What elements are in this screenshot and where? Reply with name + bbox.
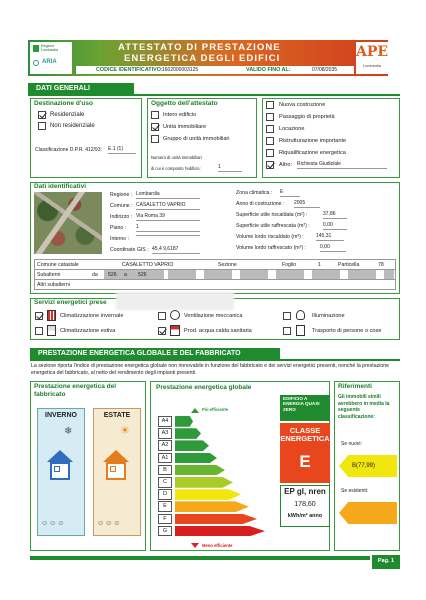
energy-class-label: C xyxy=(158,477,172,488)
units-count-label: Numero di unità immobiliari xyxy=(151,155,202,160)
energy-class-bar xyxy=(175,465,225,476)
parcel-label: Particella xyxy=(338,262,360,268)
non-residential-checkbox[interactable] xyxy=(38,122,46,130)
ownership-change-checkbox[interactable] xyxy=(266,113,274,121)
energy-class-bar xyxy=(175,416,193,427)
units-count-value: 1 xyxy=(218,164,242,172)
performance-section-line xyxy=(30,359,400,361)
energy-class-bar xyxy=(175,453,217,464)
energy-upgrade-checkbox[interactable] xyxy=(266,149,274,157)
refs-new-value: B(77,99) xyxy=(352,463,376,469)
region-value: Lombardia xyxy=(136,191,200,199)
winter-label: INVERNO xyxy=(45,412,77,419)
ep-unit: kWh/m² anno xyxy=(287,513,323,519)
other-value: Richiesta Giudiziale xyxy=(297,161,387,169)
summer-ac-checkbox[interactable] xyxy=(35,327,43,335)
cooled-vol-value: 0,00 xyxy=(320,244,346,252)
winter-ac-checkbox[interactable] xyxy=(35,312,43,320)
energy-class-label: A4 xyxy=(158,416,172,427)
municipality-label: Comune : xyxy=(110,203,133,209)
general-section-header: DATI GENERALI xyxy=(28,83,134,95)
winter-ac-label: Climatizzazione invernale xyxy=(60,313,124,319)
bulb-icon xyxy=(296,310,305,320)
heated-vol-label: Volume lordo riscaldato (m³) : xyxy=(236,234,304,240)
cooled-area-value: 0,00 xyxy=(323,222,347,230)
sub-to-value: 526 xyxy=(138,272,147,278)
floor-label: Piano : xyxy=(110,225,127,231)
footer-line xyxy=(30,556,370,560)
other-checkbox[interactable] xyxy=(266,161,274,169)
winter-rating-icons: ☺☺☺ xyxy=(41,520,66,527)
global-perf-title: Prestazione energetica globale xyxy=(156,384,252,391)
energy-class-bar xyxy=(175,526,265,537)
year-label: Anno di costruzione : xyxy=(236,201,285,207)
heated-area-value: 37,86 xyxy=(323,211,347,219)
energy-class-scale xyxy=(158,416,278,540)
aria-logo-text: ARIA xyxy=(42,59,57,65)
sub-from-value: 526 xyxy=(108,272,117,278)
logo-box xyxy=(30,42,72,74)
year-value: 2005 xyxy=(294,200,320,208)
summer-label: ESTATE xyxy=(103,412,131,419)
faucet-icon xyxy=(170,325,180,336)
energy-class-label: A1 xyxy=(158,453,172,464)
units-group-checkbox[interactable] xyxy=(151,135,159,143)
units-group-label: Gruppo di unità immobiliari xyxy=(163,136,230,142)
sheet-value: 1 xyxy=(318,262,321,268)
energy-class-label: G xyxy=(158,526,172,537)
interior-label: Interno : xyxy=(110,236,130,242)
floor-value: 1 xyxy=(136,224,200,232)
refs-text: Gli immobili simili avrebbero in media la seguente classificazione: xyxy=(338,394,390,420)
sub-a-label: a xyxy=(124,272,127,278)
energy-upgrade-label: Riqualificazione energetica xyxy=(279,150,346,156)
energy-class-bar xyxy=(175,514,257,525)
refs-new-label: Se nuovi: xyxy=(341,441,362,447)
residential-checkbox[interactable] xyxy=(38,111,46,119)
lease-label: Locazione xyxy=(279,126,305,132)
sheet-label: Foglio xyxy=(282,262,297,268)
aerial-photo xyxy=(34,192,102,254)
interior-value xyxy=(136,235,200,236)
sub-da-label: da xyxy=(92,272,98,278)
code-value: 1602000003125 xyxy=(162,67,199,73)
more-efficient-arrow-icon xyxy=(191,408,199,413)
code-label: CODICE IDENTIFICATIVO: xyxy=(96,67,163,73)
energy-class-label: F xyxy=(158,514,172,525)
radiator-icon xyxy=(47,310,56,321)
non-residential-label: Non residenziale xyxy=(50,123,95,129)
subaltern-label: Subalterni xyxy=(37,272,61,278)
ep-value: 178,60 xyxy=(294,501,316,508)
destination-title: Destinazione d'uso xyxy=(34,100,93,107)
elevator-icon xyxy=(296,325,305,336)
winter-house-icon xyxy=(44,450,76,482)
title-line-2: ENERGETICA DEGLI EDIFICI xyxy=(124,53,281,64)
ventilation-checkbox[interactable] xyxy=(158,312,166,320)
valid-label: VALIDO FINO AL: xyxy=(246,67,291,73)
climate-value: E xyxy=(280,189,300,197)
ape-logo-text: APE xyxy=(356,44,389,60)
energy-class-bar xyxy=(175,440,209,451)
nzeb-label: EDIFICIO A ENERGIA QUASI ZERO xyxy=(283,396,320,412)
refs-existing-arrow xyxy=(339,502,397,524)
aria-logo-icon xyxy=(33,60,39,66)
hot-water-checkbox[interactable] xyxy=(158,327,166,335)
address-value: Via Roma 39 xyxy=(136,213,200,221)
less-efficient-arrow-icon xyxy=(191,543,199,548)
snowflake-icon: ❄ xyxy=(64,426,73,437)
general-section-line xyxy=(28,94,400,96)
summer-house-icon xyxy=(100,450,132,482)
cooled-vol-label: Volume lordo raffrescato (m³) : xyxy=(236,245,306,251)
performance-description: La sezione riporta l'indice di prestazione energetica globale non rinnovabile in funzione del fabbricato e dei servizi energetici presenti, nonché la prestazione energetica del fabbricato, al netto del rendimento degli impianti presenti. xyxy=(31,363,389,376)
new-construction-label: Nuova costruzione xyxy=(279,102,326,108)
services-title: Servizi energetici prese xyxy=(34,299,107,306)
renovation-checkbox[interactable] xyxy=(266,137,274,145)
property-unit-checkbox[interactable] xyxy=(151,123,159,131)
region-label: Regione : xyxy=(110,192,133,198)
identification-title: Dati identificativi xyxy=(34,183,87,190)
region-logo-text: Regione Lombardia xyxy=(41,44,58,53)
cooled-area-label: Superficie utile raffrescata (m²) : xyxy=(236,223,310,229)
destination-box xyxy=(30,98,142,178)
lighting-label: Illuminazione xyxy=(312,313,345,319)
page-number: Pag. 1 xyxy=(377,558,395,564)
climate-label: Zona climatica : xyxy=(236,190,273,196)
parcel-value: 78 xyxy=(378,262,384,268)
valid-value: 07/08/2035 xyxy=(312,67,338,73)
energy-class-label: E xyxy=(158,501,172,512)
residential-label: Residenziale xyxy=(50,112,85,118)
new-construction-checkbox[interactable] xyxy=(266,101,274,109)
ape-logo-sub: Lombardia xyxy=(363,64,381,68)
fan-icon xyxy=(170,310,180,320)
heated-area-label: Superficie utile riscaldata (m²) : xyxy=(236,212,308,218)
classification-label: Classificazione D.P.R. 412/93: xyxy=(35,147,102,153)
subaltern-gray-2 xyxy=(168,270,394,279)
lease-checkbox[interactable] xyxy=(266,125,274,133)
class-value: E xyxy=(299,452,311,471)
other-label: Altro: xyxy=(279,162,293,168)
ep-label: EP gl, nren xyxy=(284,487,326,496)
energy-class-bar xyxy=(175,477,233,488)
cadastral-label: Comune catastale xyxy=(37,262,79,268)
more-efficient-label: Più efficiente xyxy=(202,407,229,412)
sun-icon: ☀ xyxy=(120,425,130,437)
heated-vol-value: 145,31 xyxy=(316,233,344,241)
section-label: Sezione xyxy=(218,262,237,268)
whole-building-label: Intero edificio xyxy=(163,112,197,118)
redacted-block xyxy=(116,292,234,310)
energy-class-bar xyxy=(175,489,241,500)
ape-logo-box xyxy=(356,42,388,74)
lighting-checkbox[interactable] xyxy=(283,312,291,320)
less-efficient-label: Meno efficiente xyxy=(202,543,233,548)
other-sub-label: Altri subalterni xyxy=(37,282,70,288)
renovation-label: Ristrutturazione importante xyxy=(279,138,347,144)
energy-class-label: A3 xyxy=(158,428,172,439)
transport-checkbox[interactable] xyxy=(283,327,291,335)
property-unit-label: Unità immobiliare xyxy=(163,124,207,130)
classification-value: E.1 (1) xyxy=(108,146,136,154)
summer-rating-icons: ☺☺☺ xyxy=(97,520,122,527)
ventilation-label: Ventilazione meccanica xyxy=(184,313,243,319)
class-label: CLASSE ENERGETICA xyxy=(280,426,330,443)
address-label: Indirizzo : xyxy=(110,214,133,220)
performance-section-header: PRESTAZIONE ENERGETICA GLOBALE E DEL FABBRICATO xyxy=(30,348,280,360)
energy-class-label: A2 xyxy=(158,440,172,451)
energy-class-label: B xyxy=(158,465,172,476)
transport-label: Trasporto di persone o cose xyxy=(312,328,382,334)
refs-title: Riferimenti xyxy=(338,383,372,390)
hot-water-label: Prod. acqua calda sanitaria xyxy=(184,328,252,334)
energy-class-bar xyxy=(175,428,201,439)
gis-label: Coordinate GIS : xyxy=(110,247,149,253)
whole-building-checkbox[interactable] xyxy=(151,111,159,119)
ownership-change-label: Passaggio di proprietà xyxy=(279,114,335,120)
units-count-label2: di cui è composto l'edificio: xyxy=(151,166,201,171)
object-title: Oggetto dell'attestato xyxy=(151,100,218,107)
ac-unit-icon xyxy=(47,325,56,336)
gis-value: 45,4 9,6187 xyxy=(152,246,200,254)
energy-class-bar xyxy=(175,501,249,512)
title-line-1: ATTESTATO DI PRESTAZIONE xyxy=(118,42,281,53)
refs-existing-label: Se esistenti: xyxy=(341,488,369,494)
cadastral-row-line-2 xyxy=(34,279,396,280)
region-logo-icon xyxy=(33,45,39,52)
cadastral-value: CASALETTO VAPRIO xyxy=(122,262,174,268)
municipality-value: CASALETTO VAPRIO xyxy=(136,202,200,210)
building-perf-title: Prestazione energetica del fabbricato xyxy=(34,383,117,399)
energy-class-label: D xyxy=(158,489,172,500)
summer-ac-label: Climatizzazione estiva xyxy=(60,328,116,334)
